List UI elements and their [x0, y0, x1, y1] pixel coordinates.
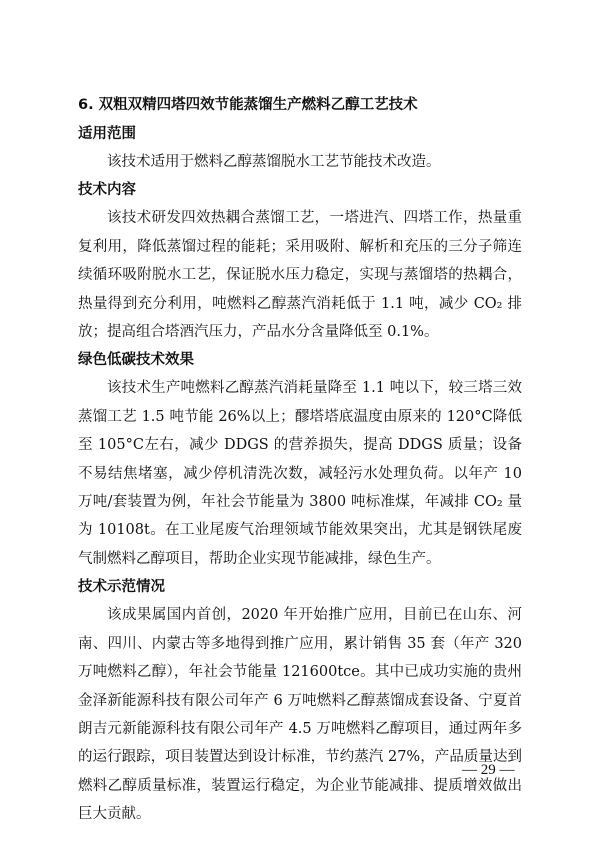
section-heading-demonstration: 技术示范情况 — [78, 579, 165, 596]
section-paragraph-demonstration: 该成果属国内首创，2020 年开始推广应用，目前已在山东、河南、四川、内蒙古等多地得到推广应用，累计销售 35 套（年产 320 万吨燃料乙醇），年社会节能量 121600tce。其中已成功实施的贵州金泽新能源科技有限公司年产 6 万吨燃料乙醇蒸馏成套设备、宁夏首朗吉元新能源科技有限公司年产 4.5 万吨燃料乙醇项目，通过两年多的运行跟踪，项目装置达到设计标准，节约蒸汽 27%，产品质量达到燃料乙醇质量标准，装置运行稳定，为企业节能减排、提质增效做出巨大贡献。 — [78, 607, 522, 823]
page-number: — 29 — — [462, 762, 515, 778]
section-paragraph-scope: 该技术适用于燃料乙醇蒸馏脱水工艺节能技术改造。 — [107, 154, 441, 170]
section-paragraph-content: 该技术研发四效热耦合蒸馏工艺，一塔进汽、四塔工作，热量重复利用，降低蒸馏过程的能耗；采用吸附、解析和充压的三分子筛连续循环吸附脱水工艺，保证脱水压力稳定，实现与蒸馏塔的热耦合，热量得到充分利用，吨燃料乙醇蒸汽消耗低于 1.1 吨，减少 CO₂ 排放；提高组合塔酒汽压力，产品水分含量降低至 0.1%。 — [78, 210, 522, 341]
section-heading-content: 技术内容 — [78, 182, 136, 199]
section-heading-effect: 绿色低碳技术效果 — [78, 352, 194, 369]
document-body — [78, 90, 522, 829]
section-paragraph-effect: 该技术生产吨燃料乙醇蒸汽消耗量降至 1.1 吨以下，较三塔三效蒸馏工艺 1.5 吨节能 26%以上；醪塔塔底温度由原来的 120°C降低至 105°C左右，减少 DDGS 的营养损失，提高 DDGS 质量；设备不易结焦堵塞，减少停机清洗次数，减轻污水处理负荷。以年产 10 万吨/套装置为例，年社会节能量为 3800 吨标准煤，年减排 CO₂ 量为 10108t。在工业尾废气治理领域节能效果突出，尤其是钢铁尾废气制燃料乙醇项目，帮助企业实现节能减排，绿色生产。 — [78, 380, 523, 567]
document-title: 6. 双粗双精四塔四效节能蒸馏生产燃料乙醇工艺技术 — [78, 97, 418, 113]
section-heading-scope: 适用范围 — [78, 126, 136, 142]
